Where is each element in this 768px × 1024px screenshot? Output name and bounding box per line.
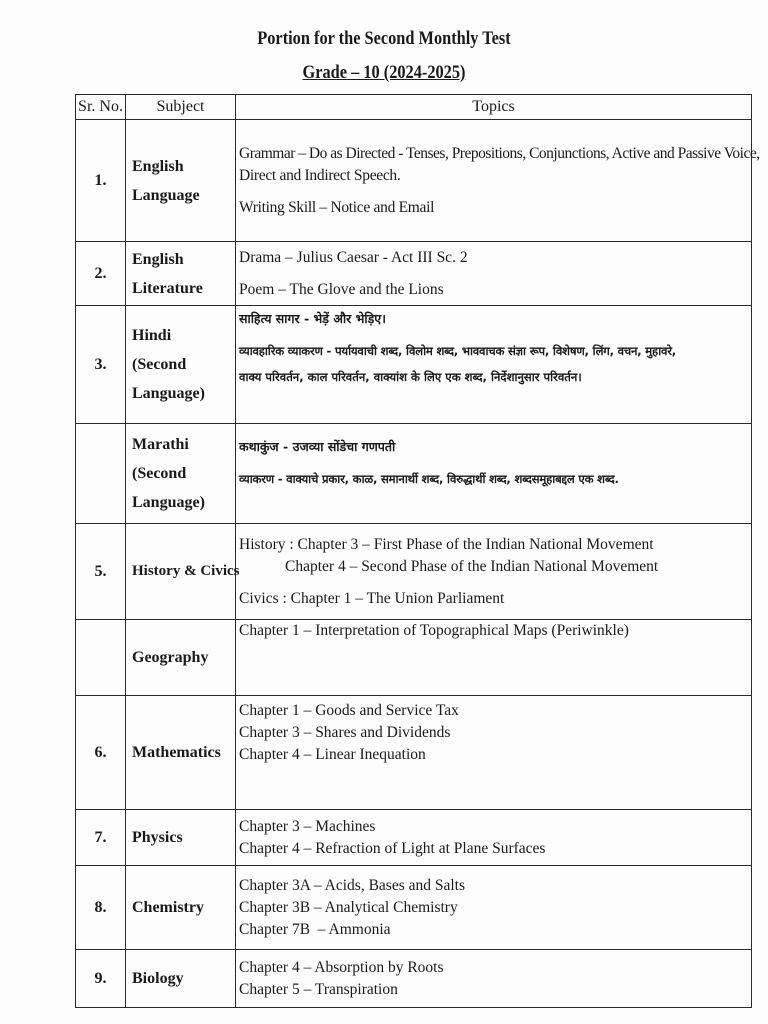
table-row [76,866,752,950]
topics-cell [236,696,752,810]
subject-line: Literature [132,279,203,297]
subject-line: (Second [132,356,187,373]
topic-line: Chapter 5 – Transpiration [239,980,398,998]
subject-line: Chemistry [132,899,204,916]
topic-line: Chapter 7B – Ammonia [239,920,391,938]
topic-line: Writing Skill – Notice and Email [239,198,435,216]
sr-no-cell: 2. [76,242,126,306]
table-row [76,242,752,306]
sr-no-cell: 1. [76,120,126,242]
document-title: Portion for the Second Monthly Test [257,28,511,49]
table-row [76,120,752,242]
grade-subtitle: Grade – 10 (2024-2025) [302,62,466,83]
subject-cell [126,524,240,620]
subject-line: Hindi [132,327,172,344]
topic-line: कथाकुंज - उजव्या सोंडेचा गणपती [239,439,396,454]
topics-cell [236,950,752,1008]
topics-cell [236,306,752,424]
subject-cell [126,696,236,810]
sr-no-cell: 6. [76,696,126,810]
portion-table [75,94,760,1008]
topic-line: Grammar – Do as Directed - Tenses, Prepositions, Conjunctions, Active and Passive Voice, [239,144,760,162]
topic-line: Chapter 4 – Second Phase of the Indian National Movement [285,557,659,575]
topics-cell [236,620,752,696]
topics-cell [236,424,752,524]
subject-cell [126,810,236,866]
sr-no-cell [76,424,126,524]
sr-no-cell: 5. [76,524,126,620]
subject-line: Language) [132,494,205,511]
topic-line: History : Chapter 3 – First Phase of the Indian National Movement [239,535,654,553]
topics-cell [236,120,760,242]
subject-line: English [132,250,184,268]
subject-cell [126,620,236,696]
sr-no-cell: 3. [76,306,126,424]
subject-cell [126,424,236,524]
subject-line: Biology [132,970,184,987]
topics-cell [236,242,752,306]
table-row [76,620,752,696]
topic-line: Drama – Julius Caesar - Act III Sc. 2 [239,248,468,266]
subject-line: History & Civics [132,563,240,579]
topics-cell [236,866,752,950]
topic-line: Chapter 3 – Machines [239,817,376,835]
subject-line: (Second [132,465,187,482]
header-sr-no: Sr. No. [76,95,126,120]
subject-line: Mathematics [132,744,221,761]
subject-line: Marathi [132,436,189,453]
topic-line: Chapter 1 – Interpretation of Topographical Maps (Periwinkle) [239,622,629,639]
topic-line: Chapter 3B – Analytical Chemistry [239,898,458,916]
sr-no-cell: 7. [76,810,126,866]
header-topics: Topics [236,95,752,120]
topic-line: व्यावहारिक व्याकरण - पर्यायवाची शब्द, विलोम शब्द, भाववाचक संज्ञा रूप, विशेषण, लिंग, वचन, मुहावरे, [239,344,676,358]
subject-line: Physics [132,829,183,846]
sr-no-cell: 8. [76,866,126,950]
topic-line: साहित्य सागर - भेड़ें और भेड़िए। [239,311,386,326]
table-row [76,424,752,524]
topic-line: Chapter 1 – Goods and Service Tax [239,702,459,719]
table-row [76,524,752,620]
subject-cell [126,306,236,424]
subject-line: Language [132,186,200,204]
topic-line: Chapter 3 – Shares and Dividends [239,724,451,741]
subject-line: Language) [132,385,205,402]
subject-cell [126,120,236,242]
topics-cell [236,810,752,866]
sr-no-cell [76,620,126,696]
topics-cell [236,524,752,620]
topic-line: व्याकरण - वाक्याचे प्रकार, काळ, समानार्थी शब्द, विरुद्धार्थी शब्द, शब्दसमूहाबद्दल एक शब्द. [239,472,619,486]
subject-line: English [132,157,184,175]
topic-line: वाक्य परिवर्तन, काल परिवर्तन, वाक्यांश के लिए एक शब्द, निर्देशानुसार परिवर्तन। [239,370,582,384]
topic-line: Poem – The Glove and the Lions [239,280,444,298]
subject-cell [126,950,236,1008]
topic-line: Civics : Chapter 1 – The Union Parliament [239,589,505,607]
header-subject: Subject [126,95,236,120]
table-row [76,306,752,424]
topic-line: Direct and Indirect Speech. [239,166,401,184]
subject-cell [126,866,236,950]
sr-no-cell: 9. [76,950,126,1008]
topic-line: Chapter 4 – Linear Inequation [239,746,426,763]
topic-line: Chapter 3A – Acids, Bases and Salts [239,876,466,894]
table-row [76,950,752,1008]
topic-line: Chapter 4 – Refraction of Light at Plane Surfaces [239,839,546,857]
subject-line: Geography [132,649,209,666]
table-row [76,696,752,810]
topic-line: Chapter 4 – Absorption by Roots [239,958,444,976]
subject-cell [126,242,236,306]
table-row [76,810,752,866]
table-header-row [76,95,752,120]
